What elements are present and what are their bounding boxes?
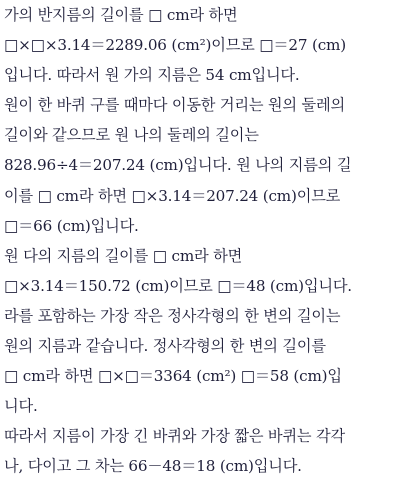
text-line: □＝66 (cm)입니다.: [4, 216, 139, 235]
solution-text: [4, 0, 398, 482]
text-line: 이를 □ cm라 하면 □×3.14＝207.24 (cm)이므로: [4, 186, 341, 205]
text-line: 니다.: [4, 397, 38, 416]
text-line: 라를 포함하는 가장 작은 정사각형의 한 변의 길이는: [4, 306, 341, 325]
text-line: 따라서 지름이 가장 긴 바퀴와 가장 짧은 바퀴는 각각: [4, 427, 345, 446]
text-line: 원 다의 지름의 길이를 □ cm라 하면: [4, 246, 243, 265]
text-line: 입니다. 따라서 원 가의 지름은 54 cm입니다.: [4, 66, 300, 85]
text-line: 길이와 같으므로 원 나의 둘레의 길이는: [4, 126, 259, 145]
text-line: 나, 다이고 그 차는 66－48＝18 (cm)입니다.: [4, 457, 302, 476]
text-line: 원이 한 바퀴 구를 때마다 이동한 거리는 원의 둘레의: [4, 96, 345, 115]
text-line: 가의 반지름의 길이를 □ cm라 하면: [4, 6, 238, 24]
text-line: 원의 지름과 같습니다. 정사각형의 한 변의 길이를: [4, 337, 326, 356]
text-line: □ cm라 하면 □×□＝3364 (cm²) □＝58 (cm)입: [4, 367, 342, 386]
text-line: □×□×3.14＝2289.06 (cm²)이므로 □＝27 (cm): [4, 36, 346, 55]
text-line: 828.96÷4＝207.24 (cm)입니다. 원 나의 지름의 길: [4, 156, 352, 175]
text-line: □×3.14＝150.72 (cm)이므로 □＝48 (cm)입니다.: [4, 276, 352, 295]
